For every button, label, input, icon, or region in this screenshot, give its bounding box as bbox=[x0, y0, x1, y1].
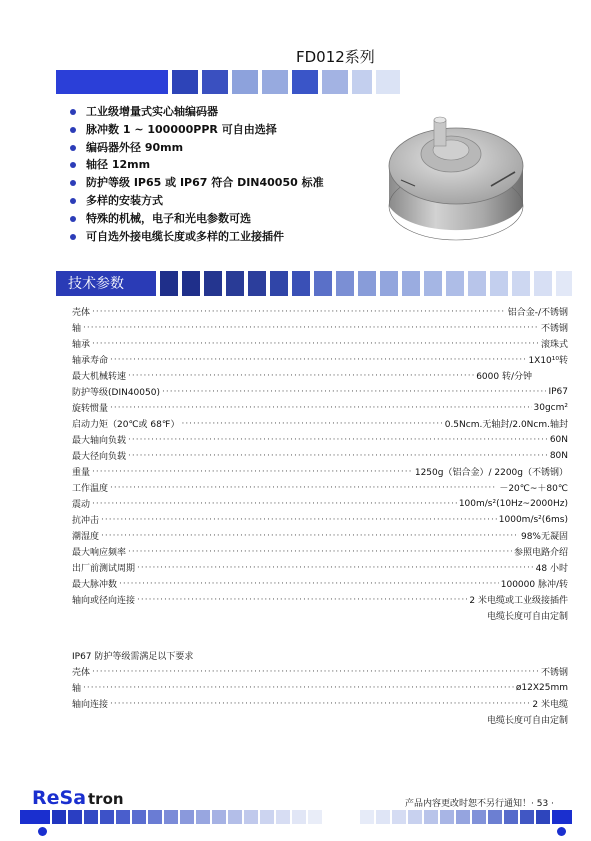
bullet-icon bbox=[70, 180, 76, 186]
feature-item: 编码器外径 90mm bbox=[70, 139, 324, 157]
spec-section-title: 技术参数 bbox=[68, 276, 124, 292]
spec-row: 震动 ····· 100m/s²(10Hz~2000Hz) bbox=[72, 496, 568, 511]
page-title: FD012系列 bbox=[296, 48, 375, 66]
feature-item: 防护等级 IP65 或 IP67 符合 DIN40050 标准 bbox=[70, 174, 324, 192]
bullet-icon bbox=[70, 216, 76, 222]
spec-row: 最大脉冲数 ····· 100000 脉冲/转 bbox=[72, 576, 568, 591]
spec-row: 轴承寿命 ····· 1X10¹⁰转 bbox=[72, 352, 568, 367]
footer-notice: 产品内容更改时恕不另行通知！· 53 · bbox=[405, 799, 554, 809]
ip67-row: 轴向连接 ····· 2 米电缆 bbox=[72, 696, 568, 711]
feature-item: 轴径 12mm bbox=[70, 156, 324, 174]
feature-item: 多样的安装方式 bbox=[70, 192, 324, 210]
feature-item: 工业级增量式实心轴编码器 bbox=[70, 103, 324, 121]
spec-row: 最大轴向负载 ····· 60N bbox=[72, 432, 568, 447]
footer-dot-left bbox=[38, 827, 47, 836]
bullet-icon bbox=[70, 162, 76, 168]
encoder-photo bbox=[381, 106, 531, 244]
spec-row: 壳体 ····· 铝合金-/不锈钢 bbox=[72, 304, 568, 319]
spec-row: 最大机械转速 ····· 6000 转/分钟 bbox=[72, 368, 568, 383]
feature-list bbox=[70, 103, 324, 245]
spec-row: 重量 ····· 1250g（铝合金）/ 2200g（不锈钢） bbox=[72, 464, 568, 479]
ip67-row-continuation: 电缆长度可自由定制 bbox=[486, 716, 568, 726]
ip67-section-title: IP67 防护等级需满足以下要求 bbox=[72, 652, 194, 662]
ip67-row: 壳体 ····· 不锈钢 bbox=[72, 664, 568, 679]
spec-row: 潮湿度 ····· 98%无凝固 bbox=[72, 528, 568, 543]
spec-row: 轴向或径向连接 ····· 2 米电缆或工业级接插件 bbox=[72, 592, 568, 607]
spec-row: 最大径向负载 ····· 80N bbox=[72, 448, 568, 463]
feature-item: 可自选外接电缆长度或多样的工业接插件 bbox=[70, 228, 324, 246]
spec-row: 抗冲击 ····· 1000m/s²(6ms) bbox=[72, 512, 568, 527]
resatron-logo bbox=[32, 786, 132, 808]
spec-row: 轴 ····· 不锈钢 bbox=[72, 320, 568, 335]
spec-row: 启动力矩（20℃或 68℉） ····· 0.5Ncm.无轴封/2.0Ncm.轴封 bbox=[72, 416, 568, 431]
svg-text:tron: tron bbox=[88, 790, 124, 808]
bullet-icon bbox=[70, 145, 76, 151]
spec-row-continuation: 电缆长度可自由定制 bbox=[486, 612, 568, 622]
spec-row: 出厂前测试周期 ····· 48 小时 bbox=[72, 560, 568, 575]
spec-row: 工作温度 ····· －20℃~＋80℃ bbox=[72, 480, 568, 495]
ip67-row: 轴 ····· ø12X25mm bbox=[72, 680, 568, 695]
feature-item: 脉冲数 1 ~ 100000PPR 可自由选择 bbox=[70, 121, 324, 139]
feature-item: 特殊的机械，电子和光电参数可选 bbox=[70, 210, 324, 228]
spec-row: 轴承 ····· 滚珠式 bbox=[72, 336, 568, 351]
bullet-icon bbox=[70, 127, 76, 133]
bullet-icon bbox=[70, 198, 76, 204]
spec-row: 防护等级(DIN40050) ····· IP67 bbox=[72, 384, 568, 399]
spec-row: 旋转惯量 ····· 30gcm² bbox=[72, 400, 568, 415]
bullet-icon bbox=[70, 234, 76, 240]
bullet-icon bbox=[70, 109, 76, 115]
spec-row: 最大响应频率 ····· 参照电路介绍 bbox=[72, 544, 568, 559]
footer-dot-right bbox=[557, 827, 566, 836]
svg-text:ReSa: ReSa bbox=[32, 787, 87, 808]
